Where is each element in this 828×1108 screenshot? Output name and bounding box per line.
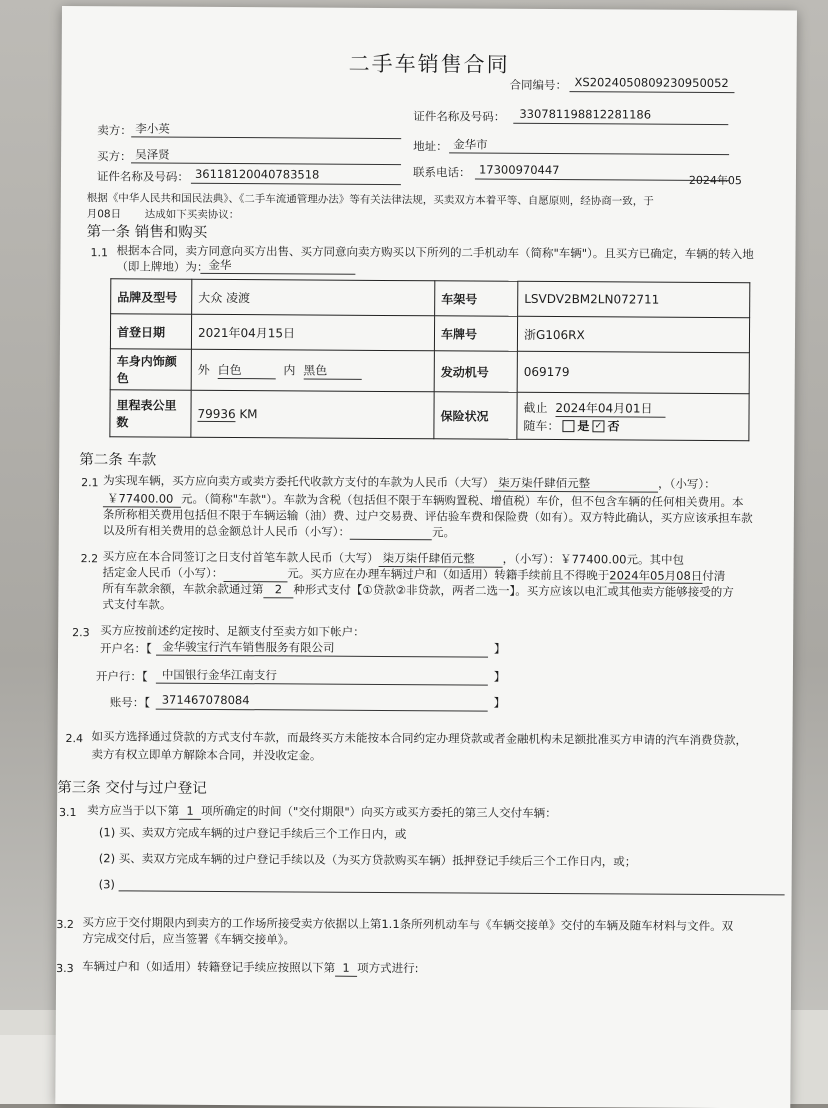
- clause-2-2-text: 元。买方应在办理车辆过户和（如适用）转籍手续前且不得晚于: [287, 566, 610, 583]
- bracket: 】: [494, 641, 506, 656]
- color-cell: [191, 349, 434, 391]
- underline: [200, 273, 355, 275]
- clause-2-1-text: ，（小写）：: [658, 476, 716, 492]
- page-title: 二手车销售合同: [348, 51, 510, 77]
- clause-2-2-text: 所有车款余额，车款余款通过第: [102, 581, 264, 597]
- phone-label: 联系电话：: [412, 165, 471, 180]
- clause-2-2-text: 种形式支付【①贷款②非贷款，两者二选一】。买方应该以电汇或其他卖方能够接受的方: [293, 582, 734, 600]
- clause-3-2-line-b: 方完成交付后，应当签署《车辆交接单》。: [82, 931, 296, 947]
- article-2-heading: 第二条 车款: [79, 452, 157, 469]
- clause-3-1-option-3: (3): [98, 877, 115, 892]
- clause-2-2-text: 付清: [702, 568, 726, 584]
- register-place: 金华: [208, 257, 232, 273]
- clause-2-4-line-b: 卖方有权立即单方解除本合同，并没收定金。: [91, 747, 322, 763]
- id-label-1: 证件名称及号码：: [413, 109, 506, 124]
- clause-2-1-line-c: 条所称相关费用包括但不限于车辆运输（油）费、过户交易费、评估验车费和保险费（如有）。双方特此确认，买方应该承担车款: [102, 507, 753, 526]
- vin-label: 车架号: [435, 281, 518, 317]
- plate-label: 车牌号: [434, 316, 517, 352]
- vehicle-table: [109, 278, 750, 441]
- brand-label: 品牌及型号: [111, 279, 192, 314]
- total-blank: [350, 527, 432, 541]
- insurance-cell: [517, 392, 749, 440]
- mileage-value: 79936: [197, 406, 236, 421]
- first-payment-words: 柒万柒仟肆佰元整: [379, 550, 503, 568]
- clause-number: 2.2: [80, 552, 99, 566]
- with-car-label: 随车：: [523, 418, 560, 433]
- no-label: 否: [607, 418, 620, 433]
- underline: [569, 91, 734, 93]
- article-1-heading: 第一条 销售和购买: [86, 224, 208, 241]
- clause-3-3-line: [82, 958, 418, 977]
- delivery-item: 1: [179, 803, 201, 820]
- buyer-name: 吴泽贤: [135, 147, 170, 162]
- underline: [119, 890, 785, 895]
- intro-line-1: 根据《中华人民共和国民法典》、《二手车流通管理办法》等有关法律法规，买卖双方本着平等、自愿原则，经协商一致，于: [86, 192, 654, 208]
- clause-3-2-line-a: 买方应于交付期限内到卖方的工作场所接受卖方依据以上第1.1条所列机动车与《车辆交接单》交付的车辆及随车材料与文件。双: [82, 915, 734, 934]
- buyer-label: 买方：: [97, 149, 132, 164]
- payment-way: 2: [263, 581, 293, 598]
- clause-number: 2.1: [81, 476, 99, 490]
- brand-value: 大众 凌渡: [192, 279, 435, 315]
- clause-2-2-text: 元。其中包: [626, 552, 685, 567]
- clause-1-1-line-2: （即上牌地）为：: [116, 259, 209, 274]
- clause-number: 2.3: [72, 626, 90, 640]
- mileage-unit: KM: [239, 406, 258, 421]
- exterior-label: 外: [197, 362, 210, 377]
- insurance-label: 保险状况: [434, 392, 517, 440]
- clause-number: 3.2: [56, 917, 74, 932]
- insurance-date: 2024年04月01日: [555, 399, 665, 418]
- bracket: 】: [493, 695, 506, 710]
- vin-value: LSVDV2BM2LN072711: [518, 281, 750, 317]
- no-checkbox[interactable]: ✓: [592, 420, 604, 432]
- underline: [156, 683, 488, 686]
- clause-3-1-text: 卖方应当于以下第: [87, 803, 180, 818]
- engine-value: 069179: [517, 351, 749, 393]
- yes-checkbox[interactable]: [562, 420, 574, 432]
- address-label: 地址：: [413, 139, 448, 154]
- clause-2-2-line-d: 式支付车款。: [102, 597, 172, 612]
- clause-number: 1.1: [90, 246, 109, 260]
- account-number: 371467078084: [161, 692, 250, 708]
- clause-2-4-line-a: 如买方选择通过贷款的方式支付车款，而最终买方未能按本合同约定办理贷款或者金融机构未足额批准买方申请的汽车消费贷款，: [91, 729, 748, 748]
- clause-2-1-text: 以及所有相关费用的总金额总计人民币（小写）：: [102, 523, 351, 539]
- mileage-cell: [191, 390, 434, 438]
- bank-label: 开户行：【: [95, 669, 148, 684]
- price-in-words: 柒万柒仟肆佰元整: [494, 475, 658, 493]
- sign-date-2: 月08日: [86, 208, 122, 221]
- clause-3-1-option-2: (2) 买、卖双方完成车辆的过户登记手续以及（为买方贷款购买车辆）抵押登记手续后三个工作日内，或；: [98, 851, 637, 869]
- clause-2-1-line-d: [103, 522, 455, 540]
- yes-label: 是: [577, 418, 590, 433]
- underline: [191, 183, 401, 185]
- clause-2-1-text: 元。: [431, 525, 456, 540]
- seller-label: 卖方：: [97, 123, 132, 138]
- exterior-color: 白色: [218, 361, 276, 379]
- seller-name: 李小英: [135, 121, 170, 136]
- clause-2-2-text: 买方应在本合同签订之日支付首笔车款人民币（大写）: [102, 549, 379, 565]
- clause-2-2-line-c: [102, 580, 733, 601]
- clause-2-2-text: 括定金人民币（小写）：: [102, 565, 224, 580]
- reg-date-label: 首登日期: [110, 314, 191, 349]
- bank-name: 中国银行金华江南支行: [161, 667, 277, 683]
- interior-label: 内: [283, 363, 296, 378]
- clause-3-1-text: 项所确定的时间（"交付期限"）向买方或买方委托的第三人交付车辆：: [201, 803, 557, 821]
- clause-3-3-text: 车辆过户和（如适用）转籍登记手续应按照以下第: [82, 959, 336, 975]
- clause-number: 3.1: [59, 805, 77, 820]
- account-name-label: 开户名：【: [100, 641, 152, 656]
- clause-number: 2.4: [65, 732, 84, 746]
- insurance-until: 截止: [523, 400, 548, 415]
- plate-value: 浙G106RX: [517, 316, 749, 352]
- clause-2-2-text: ，（小写）：￥77400.00: [502, 551, 627, 567]
- clause-3-3-text: 项方式进行:: [357, 960, 419, 976]
- mileage-label: 里程表公里数: [110, 390, 191, 437]
- balance-date: 2024年05月08日: [609, 568, 703, 583]
- underline: [449, 152, 729, 155]
- account-label: 账号：【: [109, 695, 151, 710]
- underline: [131, 136, 401, 139]
- interior-color: 黑色: [303, 361, 361, 379]
- color-label: 车身内饰颜色: [110, 349, 191, 390]
- engine-label: 发动机号: [434, 351, 517, 393]
- intro-line-2: 达成如下买卖协议：: [144, 208, 240, 222]
- phone-value: 17300970447: [478, 162, 560, 178]
- clause-2-3-text: 买方应按前述约定按时、足额支付至卖方如下帐户：: [100, 623, 365, 639]
- seller-id: 330781198812281186: [519, 106, 652, 122]
- underline: [156, 709, 488, 712]
- clause-number: 3.3: [56, 961, 74, 976]
- transfer-item: 1: [335, 960, 357, 977]
- underline: [156, 655, 488, 658]
- sign-date-1: 2024年05: [688, 173, 742, 188]
- contract-no-label: 合同编号：: [509, 77, 568, 93]
- bracket: 】: [493, 669, 506, 684]
- reg-date-value: 2021年04月15日: [191, 314, 434, 350]
- article-3-heading: 第三条 交付与过户登记: [57, 779, 207, 797]
- underline: [513, 123, 728, 125]
- clause-3-1-option-1: (1) 买、卖双方完成车辆的过户登记手续后三个工作日内，或: [98, 825, 407, 842]
- account-name: 金华骏宝行汽车销售服务有限公司: [162, 639, 335, 655]
- clause-2-1-text: 为实现车辆，买方应向卖方或卖方委托代收款方支付的车款为人民币（大写）: [103, 473, 495, 490]
- price-in-figures: ￥77400.00: [103, 490, 181, 507]
- clause-2-1-text: 元。（简称"车款"）。车款为含税（包括但不限于车辆购置税、增值税）车价，但不包含车辆的任何相关费用。本: [180, 491, 744, 510]
- contract-paper: [55, 6, 797, 1108]
- clause-3-1-line: [87, 802, 557, 822]
- clause-1-1-line-1: 根据本合同，卖方同意向买方出售、买方同意向卖方购买以下所列的二手机动车（简称"车辆"）。且买方已确定，车辆的转入地: [116, 243, 754, 262]
- address-value: 金华市: [453, 137, 488, 152]
- buyer-id: 36118120040783518: [194, 166, 320, 182]
- contract-no: XS2024050809230950052: [574, 75, 729, 91]
- underline: [131, 162, 401, 165]
- id-label-2: 证件名称及号码：: [96, 169, 190, 184]
